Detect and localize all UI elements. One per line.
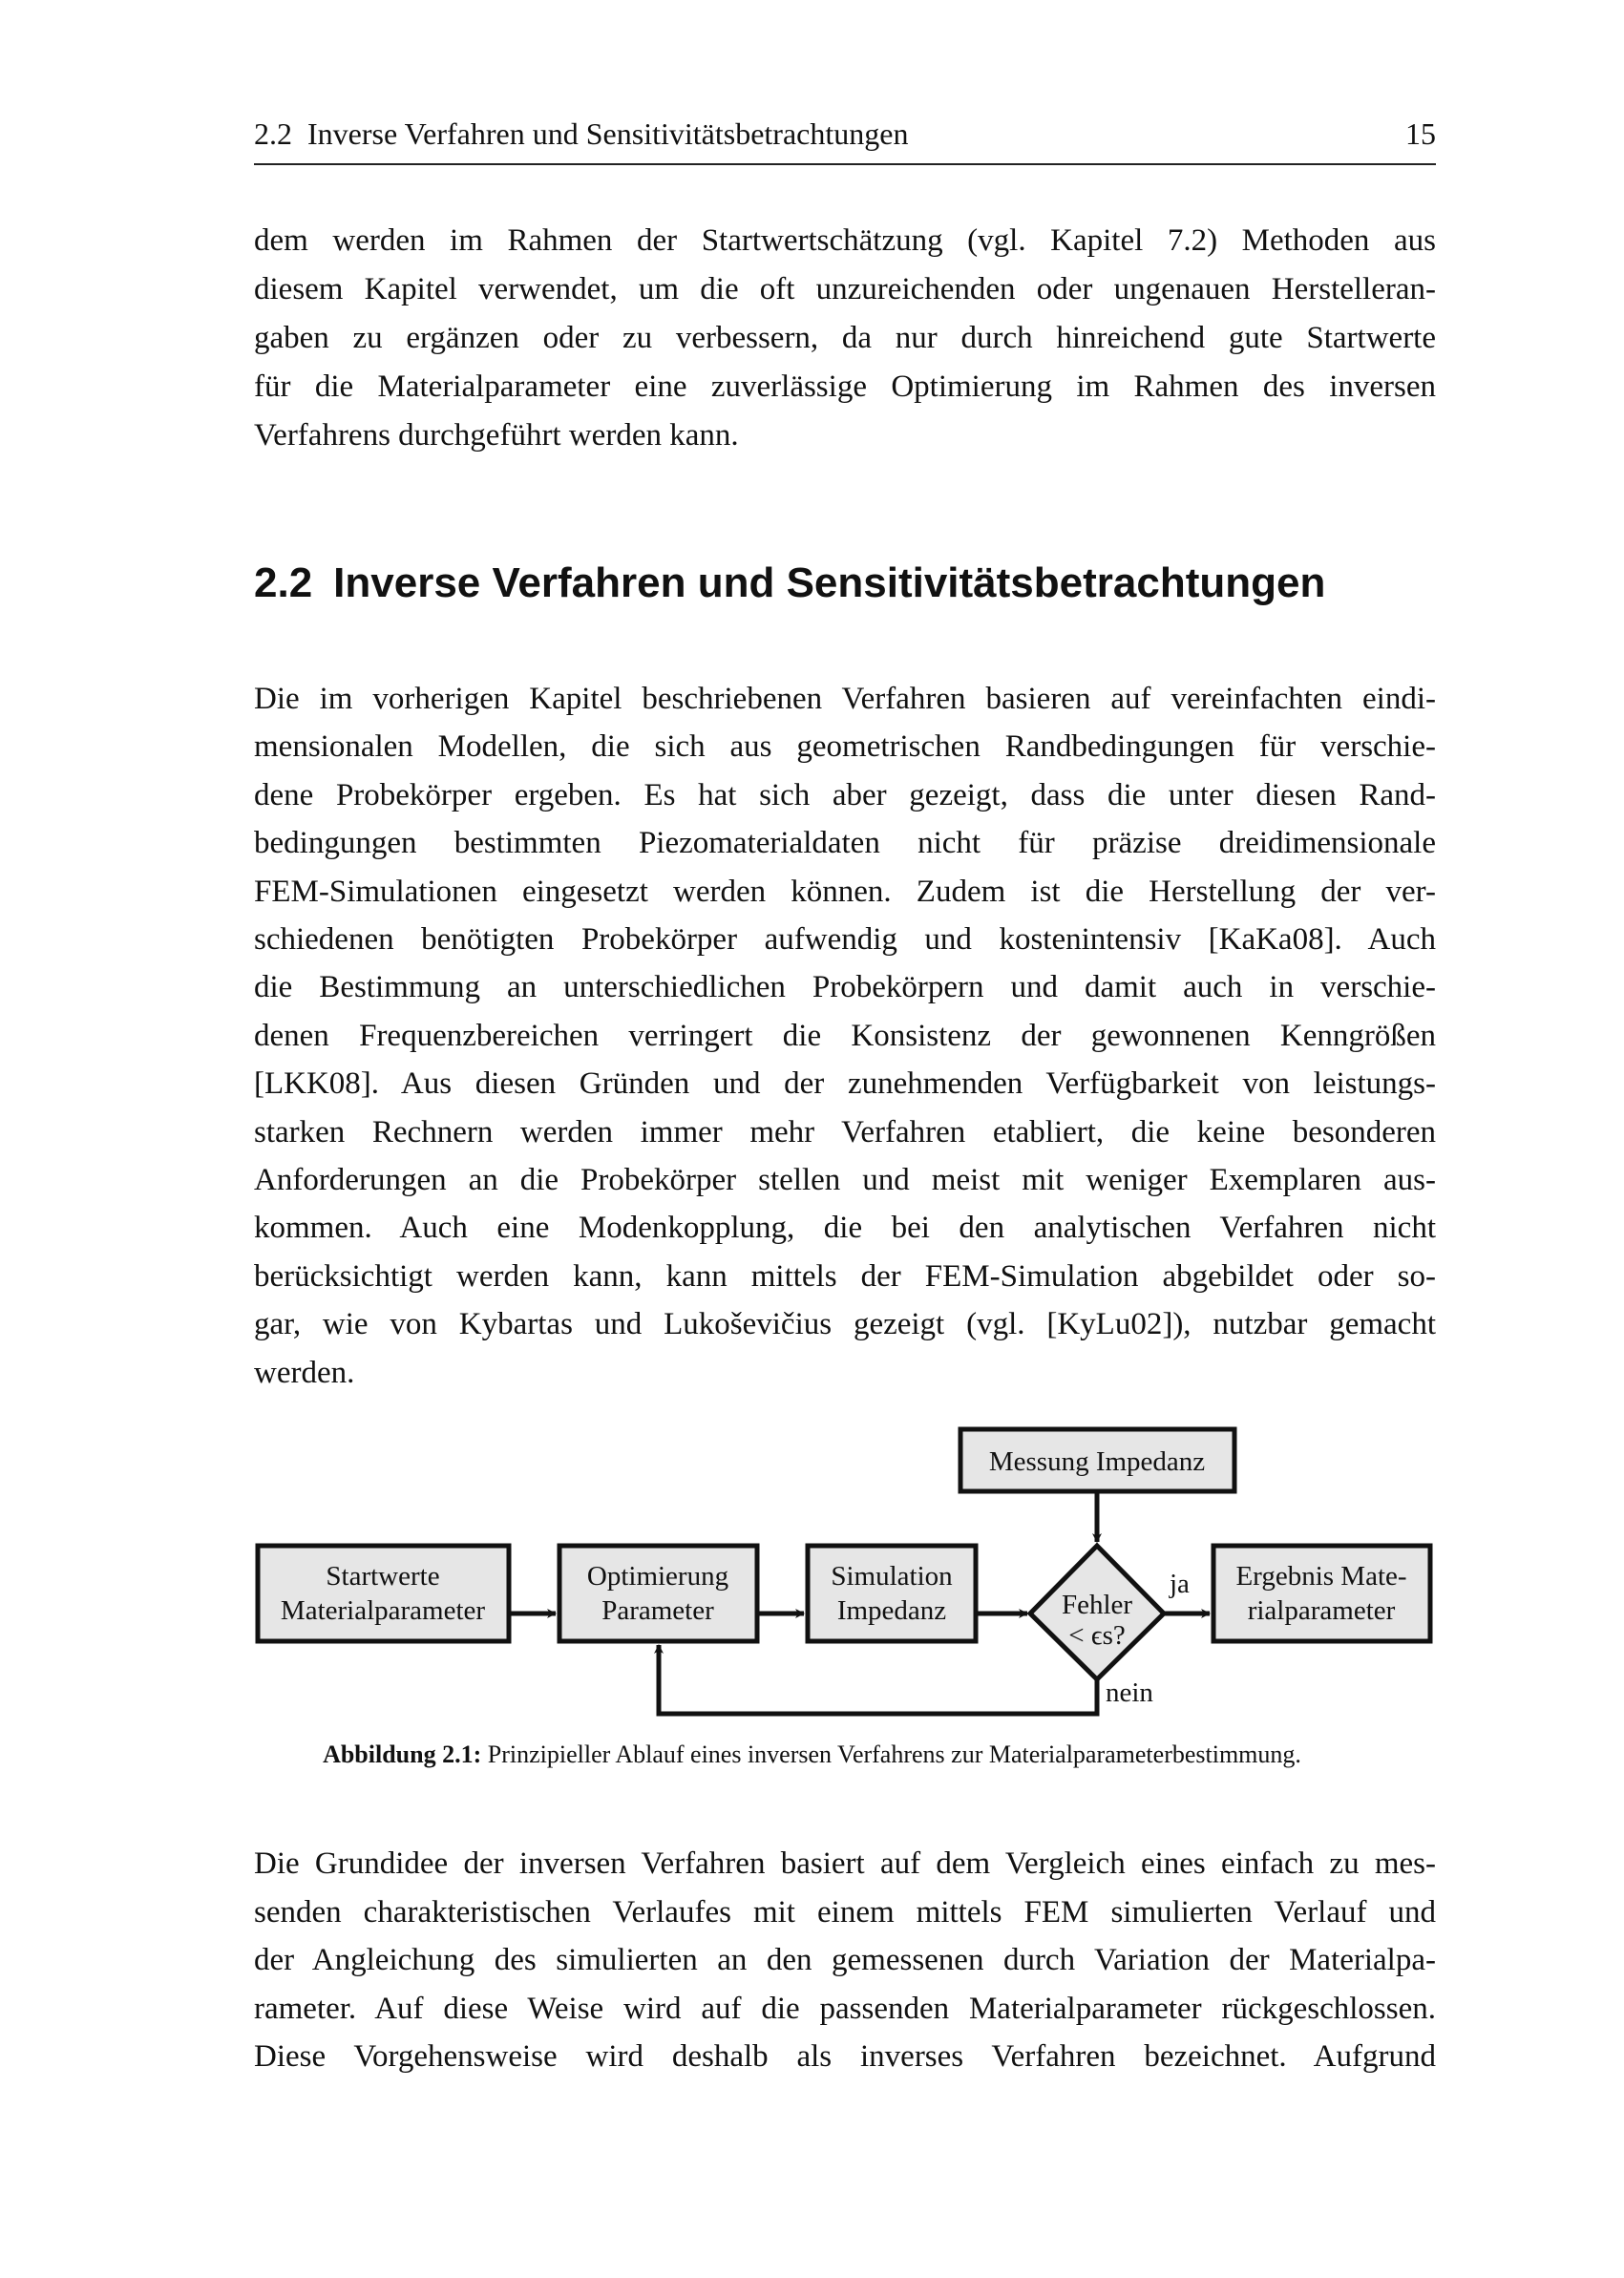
- text-line: gaben zu ergänzen oder zu verbessern, da nur durch hinreichend gute Startwerte: [254, 321, 1436, 355]
- text-line: kommen. Auch eine Modenkopplung, die bei den analytischen Verfahren nicht: [254, 1211, 1436, 1246]
- svg-text:Fehler: Fehler: [1061, 1590, 1133, 1620]
- svg-text:Ergebnis Mate-: Ergebnis Mate-: [1235, 1561, 1407, 1592]
- svg-text:< ϵs?: < ϵs?: [1068, 1620, 1126, 1651]
- text-line: FEM-Simulationen eingesetzt werden können. Zudem ist die Herstellung der ver-: [254, 874, 1436, 909]
- arrow-loop-back: [659, 1645, 1097, 1714]
- box-result: [1213, 1546, 1430, 1641]
- svg-text:Startwerte: Startwerte: [326, 1561, 440, 1592]
- text-line: berücksichtigt werden kann, kann mittels der FEM-Simulation abgebildet oder so-: [254, 1258, 1436, 1294]
- svg-text:Parameter: Parameter: [601, 1595, 714, 1626]
- text-line: [LKK08]. Aus diesen Gründen und der zunehmenden Verfügbarkeit von leistungs-: [254, 1066, 1436, 1102]
- text-line: Diese Vorgehensweise wird deshalb als inverses Verfahren bezeichnet. Aufgrund: [254, 2039, 1436, 2075]
- svg-text:Messung Impedanz: Messung Impedanz: [988, 1446, 1206, 1477]
- text-line: schiedenen benötigten Probekörper aufwendig und kostenintensiv [KaKa08]. Auch: [254, 922, 1436, 957]
- decision-diamond: [1030, 1546, 1164, 1679]
- svg-text:Simulation: Simulation: [831, 1561, 953, 1592]
- text-line: mensionalen Modellen, die sich aus geometrischen Randbedingungen für verschie-: [254, 729, 1436, 765]
- text-line: werden.: [254, 1355, 355, 1390]
- box-measure: [960, 1429, 1234, 1491]
- text-line: starken Rechnern werden immer mehr Verfahren etabliert, die keine besonderen: [254, 1114, 1436, 1150]
- page-number: 15: [1405, 116, 1436, 151]
- text-line: denen Frequenzbereichen verringert die Konsistenz der gewonnenen Kenngrößen: [254, 1018, 1436, 1053]
- text-line: gar, wie von Kybartas und Lukoševičius gezeigt (vgl. [KyLu02]), nutzbar gemacht: [254, 1307, 1436, 1342]
- section-number: 2.2: [254, 559, 313, 606]
- box-optimization: [559, 1546, 757, 1641]
- text-line: für die Materialparameter eine zuverlässige Optimierung im Rahmen des inversen: [254, 369, 1436, 404]
- box-start: [258, 1546, 509, 1641]
- text-line: diesem Kapitel verwendet, um die oft unzureichenden oder ungenauen Herstelleran-: [254, 272, 1436, 306]
- label-no: nein: [1106, 1677, 1153, 1708]
- figure-caption: [0, 1740, 1624, 1769]
- text-line: dem werden im Rahmen der Startwertschätzung (vgl. Kapitel 7.2) Methoden aus: [254, 223, 1436, 258]
- box-simulation: [808, 1546, 976, 1641]
- svg-text:Materialparameter: Materialparameter: [280, 1595, 486, 1626]
- text-line: der Angleichung des simulierten an den gemessenen durch Variation der Materialpa-: [254, 1943, 1436, 1978]
- text-line: Verfahrens durchgeführt werden kann.: [254, 418, 739, 453]
- caption-text: Prinzipieller Ablauf eines inversen Verfahrens zur Materialparameterbestimmung.: [487, 1740, 1301, 1768]
- text-line: Anforderungen an die Probekörper stellen und meist mit weniger Exemplaren aus-: [254, 1163, 1436, 1197]
- label-yes: ja: [1170, 1569, 1190, 1599]
- text-line: senden charakteristischen Verlaufes mit einem mittels FEM simulierten Verlauf und: [254, 1894, 1436, 1930]
- section-title: Inverse Verfahren und Sensitivitätsbetrachtungen: [333, 559, 1326, 606]
- text-line: bedingungen bestimmten Piezomaterialdaten nicht für präzise dreidimensionale: [254, 826, 1436, 861]
- svg-text:Impedanz: Impedanz: [836, 1595, 947, 1626]
- caption-label: Abbildung 2.1:: [323, 1740, 482, 1768]
- text-line: Die im vorherigen Kapitel beschriebenen Verfahren basieren auf vereinfachten eindi-: [254, 682, 1436, 716]
- svg-text:Optimierung: Optimierung: [586, 1561, 729, 1592]
- svg-text:rialparameter: rialparameter: [1247, 1595, 1396, 1626]
- text-line: die Bestimmung an unterschiedlichen Probekörpern und damit auch in verschie-: [254, 970, 1436, 1005]
- text-line: rameter. Auf diese Weise wird auf die passenden Materialparameter rückgeschlossen.: [254, 1991, 1436, 2026]
- text-line: dene Probekörper ergeben. Es hat sich aber gezeigt, dass die unter diesen Rand-: [254, 777, 1436, 812]
- running-title: 2.2 Inverse Verfahren und Sensitivitätsbetrachtungen: [254, 116, 909, 151]
- text-line: Die Grundidee der inversen Verfahren basiert auf dem Vergleich eines einfach zu mes-: [254, 1846, 1436, 1881]
